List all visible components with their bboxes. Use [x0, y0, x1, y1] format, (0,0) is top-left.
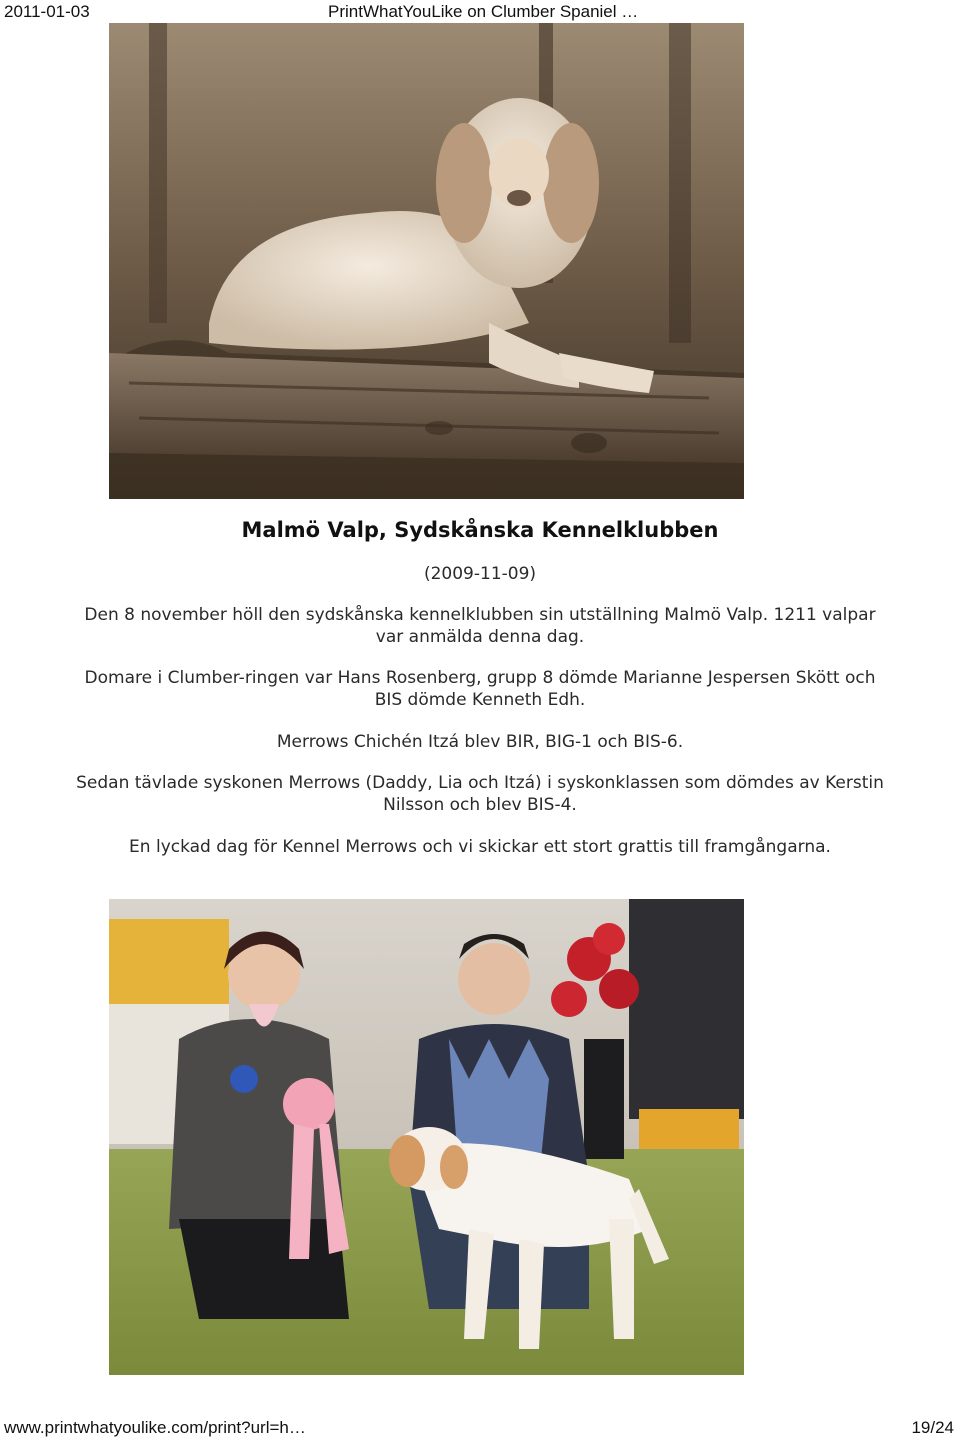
- print-header: [0, 0, 960, 24]
- print-date: 2011-01-03: [4, 2, 90, 21]
- article-date: (2009-11-09): [423, 564, 537, 584]
- paragraph: Den 8 november höll den sydskånska kennelklubben sin utställning Malmö Valp. 1211 valpar var anmälda denna dag.: [84, 605, 876, 647]
- paragraph: Merrows Chichén Itzá blev BIR, BIG-1 och BIS-6.: [276, 732, 684, 752]
- print-url: www.printwhatyoulike.com/print?url=h…: [4, 1418, 306, 1437]
- print-footer: [0, 1416, 960, 1440]
- paragraph: En lyckad dag för Kennel Merrows och vi skickar ett stort grattis till framgångarna.: [129, 837, 831, 857]
- page-number: 19/24: [911, 1418, 954, 1437]
- paragraph: Sedan tävlade syskonen Merrows (Daddy, Lia och Itzá) i syskonklassen som dömdes av Kerstin Nilsson och blev BIS-4.: [76, 773, 884, 815]
- print-title: PrintWhatYouLike on Clumber Spaniel …: [328, 2, 639, 21]
- clumber-spaniel-on-log-photo: [109, 23, 744, 499]
- paragraph: Domare i Clumber-ringen var Hans Rosenberg, grupp 8 dömde Marianne Jespersen Skött och BIS dömde Kenneth Edh.: [84, 668, 876, 710]
- article-title: Malmö Valp, Sydskånska Kennelklubben: [241, 518, 719, 542]
- show-winner-photo: [109, 899, 744, 1375]
